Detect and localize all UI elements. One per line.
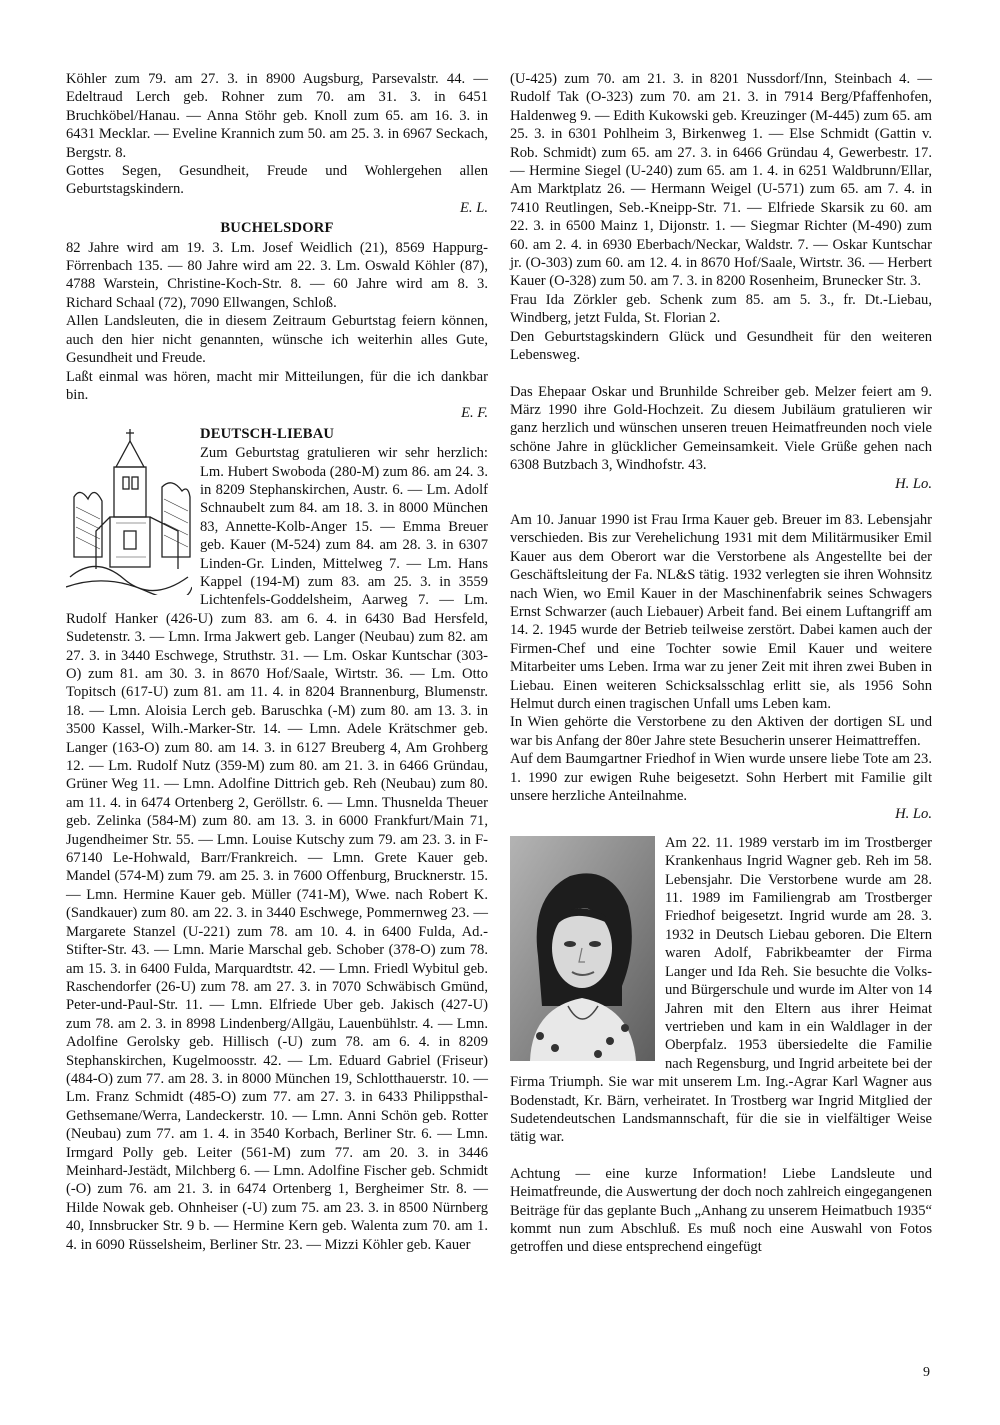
obituary-wagner-text: Am 22. 11. 1989 verstarb im im Trostberger Krankenhaus Ingrid Wagner geb. Reh im 58. Lebensjahr. Die Verstorbene wurde am 28. 11. 1989 im Familiengrab am Trostberger Friedhof beigesetzt. Ingrid wurde am 28. 3. 1932 in Deutsch Liebau geboren. Die Eltern waren Adolf, Fabrikbeamter der Firma Langer und Ida Reh. Sie besuchte die Volks- und Bürgerschule und wurde im Alter von 14 Jahren mit den Eltern aus ihrer Heimat vertrieben und kam in ein Waldlager in der Oberpfalz. 1953 übersiedelte die Familie nach Regensburg, und Ingrid arbeitete bei der Firma Triumph. Sie war mit unserem Lm. Ing.-Agrar Karl Wagner aus Bodenstadt, Kr. Bärn, verheiratet. In Trostberg war Ingrid Mitglied der Sudetendeutschen Landsmannschaft, für die sie in vielfältiger Weise tätig war. bbox=[510, 834, 932, 1146]
right-column bbox=[510, 70, 932, 1257]
portrait-photo-icon bbox=[510, 836, 655, 1061]
obituary-kauer-burial: Auf dem Baumgartner Friedhof in Wien wurde unsere liebe Tote am 23. 1. 1990 zur ewigen Ruhe beigesetzt. Sohn Herbert mit Familie gilt unsere herzliche Anteilnahme. bbox=[510, 751, 932, 805]
blessing-text: Gottes Segen, Gesundheit, Freude und Wohlergehen allen Geburtstagskindern. bbox=[66, 163, 488, 198]
blessing-signature: E. L. bbox=[460, 199, 488, 216]
heading-deutsch-liebau: DEUTSCH-LIEBAU bbox=[200, 425, 335, 442]
buchelsdorf-wishes: Allen Landsleuten, die in diesem Zeitraum Geburtstag feiern können, auch den hier nicht genannten, wünsche ich weiterhin alles Gute, Gesundheit und Freude. bbox=[66, 313, 488, 367]
zoerkler-birthday: Frau Ida Zörkler geb. Schenk zum 85. am 5. 3., fr. Dt.-Liebau, Windberg, jetzt Fulda, St. Florian 2. bbox=[510, 291, 932, 327]
birthday-list-continued: (U-425) zum 70. am 21. 3. in 8201 Nussdorf/Inn, Steinbach 4. — Rudolf Tak (O-323) zum 70. am 21. 3. in 7914 Berg/Pfaffenhofen, Haldenweg 9. — Edith Kukowski geb. Kreuzinger (M-445) zum 65. am 25. 3. in 6301 Pohlheim 3, Birkenweg 1. — Else Schmidt (Gattin v. Rob. Schmidt) zum 65. am 27. 3. in 6466 Gründau 4, Gewerbestr. 17. — Hermine Siegel (U-240) zum 65. am 1. 4. in 6251 Waldbrunn/Ellar, Am Marktplatz 26. — Hermann Weigel (U-571) zum 65. am 7. 4. in 7410 Reutlingen, Seb.-Kneipp-Str. 71. — Elfriede Skarsik zu 60. am 22. 3. in 6500 Mainz 1, Dijonstr. 1. — Siegmar Richter (M-490) zum 60. am 2. 4. in 6930 Eberbach/Neckar, Waldstr. 7. — Oskar Kuntschar jr. (O-303) zum 60. am 12. 4. in 8670 Hof/Saale, Wirtstr. 36. — Herbert Kauer (O-328) zum 50. am 7. 3. in 8200 Rosenheim, Brunecker Str. 3. bbox=[510, 71, 932, 290]
buchelsdorf-birthdays: 82 Jahre wird am 19. 3. Lm. Josef Weidlich (21), 8569 Happurg-Förrenbach 135. — 80 Jahre wird am 22. 3. Lm. Oswald Köhler (87), 4788 Warstein, Christine-Koch-Str. 8. — 60 Jahre wird am 8. 3. Richard Schaal (72), 7090 Ellwangen, Schloß. bbox=[66, 239, 488, 311]
deutsch-liebau-section bbox=[66, 425, 488, 1254]
golden-wedding-text: Das Ehepaar Oskar und Brunhilde Schreiber geb. Melzer feiert am 9. März 1990 ihre Gold-Hochzeit. Zu diesem Jubiläum gratulieren wir ganz herzlich und wünschen unseren treuen Heimatfreunden noch viele schöne Jahre in glücklicher Gemeinsamkeit. Viele Grüße gehen nach 6308 Butzbach 3, Windhofstr. 43. bbox=[510, 383, 932, 474]
church-sketch-icon bbox=[66, 427, 192, 595]
birthday-wishes: Den Geburtstagskindern Glück und Gesundheit für den weiteren Lebensweg. bbox=[510, 328, 932, 364]
intro-text: Köhler zum 79. am 27. 3. in 8900 Augsburg, Parsevalstr. 44. — Edeltraud Lerch geb. Rohner zum 70. am 31. 3. in 6451 Bruchköbel/Hanau. — Anna Stöhr geb. Knoll zum 65. am 16. 3. in 6431 Mecklar. — Eveline Krannich zum 50. am 25. 3. in 6967 Seckach, Bergstr. 8. bbox=[66, 71, 488, 161]
obituary-kauer-vienna: In Wien gehörte die Verstorbene zu den Aktiven der dortigen SL und war bis Anfang der 80er Jahre stete Besucherin unserer Heimattreffen. bbox=[510, 714, 932, 749]
obituary-kauer: Am 10. Januar 1990 ist Frau Irma Kauer geb. Breuer im 83. Lebensjahr verschieden. Bis zur Verehelichung 1931 mit dem Militärmusiker Emil Kauer aus dem Oberort war die Verstorbene als Angestellte bei der Geschäftsleitung der Fa. NL&S tätig. 1932 verlegten sie ihren Wohnsitz nach Wien, wo Emil Kauer in der Maschinenfabrik seines Schwagers Ernst Schwarzer (auch Liebauer) Arbeit fand. Bei einem Luftangriff am 14. 2. 1945 wurde der Betrieb teilweise zerstört. Dabei kamen auch der Firmen-Chef und eine Tochter sowie Emil Kauer und weitere Mitarbeiter ums Leben. Irma war zu jener Zeit mit ihren zwei Buben in Liebau. Einen weiteren Schicksalsschlag erlitt sie, als 1956 Sohn Helmut durch einen tragischen Unfall ums Leben kam. bbox=[510, 511, 932, 712]
golden-wedding-signature: H. Lo. bbox=[895, 475, 932, 492]
heading-buchelsdorf: BUCHELSDORF bbox=[220, 220, 334, 237]
left-column bbox=[66, 70, 488, 1254]
obituary-wagner bbox=[510, 834, 932, 1147]
buchelsdorf-request: Laßt einmal was hören, macht mir Mitteilungen, für die ich dankbar bin. bbox=[66, 368, 488, 403]
deutsch-liebau-birthdays: Zum Geburtstag gratulieren wir sehr herzlich: Lm. Hubert Swoboda (280-M) zum 86. am 24. 3. in 8209 Stephanskirchen, Austr. 6. — Lm. Adolf Schnaubelt zum 84. am 18. 3. in 8000 München 83, Annette-Kolb-Anger 15. — Emma Breuer geb. Kauer (M-524) zum 84. am 28. 3. in 6307 Linden-Gr. Linden, Mittelweg 7. — Lm. Hans Kappel (194-M) zum 83. am 25. 3. in 3559 Lichtenfels-Goddelsheim, Aarweg 7. — Lm. Rudolf Hanker (426-U) zum 83. am 6. 4. in 6430 Bad Hersfeld, Sudetenstr. 3. — Lmn. Irma Jakwert geb. Langer (Neubau) zum 82. am 27. 3. in 3440 Eschwege, Struthstr. 31. — Lm. Oskar Kuntschar (303-O) zum 81. am 30. 3. in 8670 Hof/Saale, Wirtstr. 36. — Lm. Otto Topitsch (617-U) zum 81. am 11. 4. in 8204 Brannenburg, Blumenstr. 18. — Lmn. Aloisia Lerch geb. Baruschka (-M) zum 80. am 13. 3. in 3500 Kassel, Wilh.-Marker-Str. 14. — Lmn. Adele Krätschmer geb. Langer (163-O) zum 80. am 14. 3. in 6127 Breuberg 4, Am Grohberg 12. — Lm. Rudolf Nutz (359-M) zum 80. am 21. 3. in 6466 Gründau, Grüner Weg 11. — Lmn. Adolfine Dittrich geb. Reh (Neubau) zum 80. am 11. 4. in 6474 Ortenberg 2, Geröllstr. 6. — Lmn. Thusnelda Theuer geb. Zelinka (584-M) zum 80. am 13. 3. in 6000 Frankfurt/Main 71, Jugendheimer Str. 55. — Lmn. Louise Kutschy zum 79. am 23. 3. in F-67140 Le-Hohwald, Barr/Frankreich. — Lmn. Grete Kauer geb. Mandel (574-M) zum 79. am 25. 3. in 7600 Offenburg, Brucknerstr. 15. — Lmn. Hermine Kauer geb. Müller (741-M), Wwe. nach Robert K. (Sandkauer) zum 80. am 22. 3. in 3440 Eschwege, Pommernweg 23. — Margarete Stanzel (U-221) zum 78. am 10. 4. in 6400 Fulda, Ad.-Stifter-Str. 43. — Lmn. Marie Marschal geb. Schober (378-O) zum 78. am 15. 3. in 6400 Fulda, Marquardtstr. 42. — Lmn. Friedl Wybitul geb. Raschendorfer (26-U) zum 78. am 27. 3. in 7070 Schwäbisch Gmünd, Peter-und-Paul-Str. 11. — Lmn. Elfriede Uber geb. Jakisch (427-U) zum 78. am 2. 3. in 8998 Lindenberg/Allgäu, Lauenbühlstr. 4. — Lmn. Adolfine Gerolsky geb. Hillisch (-U) zum 78. am 6. 4. in 8209 Stephanskirchen, Kugelmoosstr. 42. — Lm. Eduard Gabriel (Friseur) (484-O) zum 77. am 28. 3. in 8000 München 19, Schlotthauerstr. 10. — Lm. Franz Schmidt (485-O) zum 77. am 27. 3. in 6433 Philippsthal-Gethsemane/Werra, Landeckerstr. 10. — Lmn. Anni Schön geb. Rotter (Neubau) zum 77. am 1. 4. in 3540 Korbach, Berliner Str. 6. — Lmn. Irmgard Polly geb. Leiter (561-M) zum 77. am 20. 3. in 3446 Meinhard-Jestädt, Milchberg 6. — Lmn. Adolfine Fischer geb. Schmidt (-O) zum 76. am 21. 3. in 6474 Ortenberg 1, Bergheimer Str. 8. — Hilde Nowak geb. Ohnheiser (-U) zum 75. am 23. 3. in 8500 Nürnberg 40, Innsbrucker Str. 9 b. — Hermine Kern geb. Walenta zum 70. am 1. 4. in 6090 Rüsselsheim, Berliner Str. 23. — Mizzi Köhler geb. Kauer bbox=[66, 445, 488, 1253]
obituary-kauer-signature: H. Lo. bbox=[895, 806, 932, 823]
page-number: 9 bbox=[923, 1365, 930, 1380]
announcement-text: Achtung — eine kurze Information! Liebe Landsleute und Heimatfreunde, die Auswertung der doch noch zahlreich eingegangenen Beiträge für das geplante Buch „Anhang zu unserem Heimatbuch 1935“ kommt nun zum Abschluß. Es muß noch eine Auswahl von Fotos getroffen und diese entsprechend eingefügt bbox=[510, 1165, 932, 1256]
buchelsdorf-signature: E. F. bbox=[461, 405, 488, 422]
